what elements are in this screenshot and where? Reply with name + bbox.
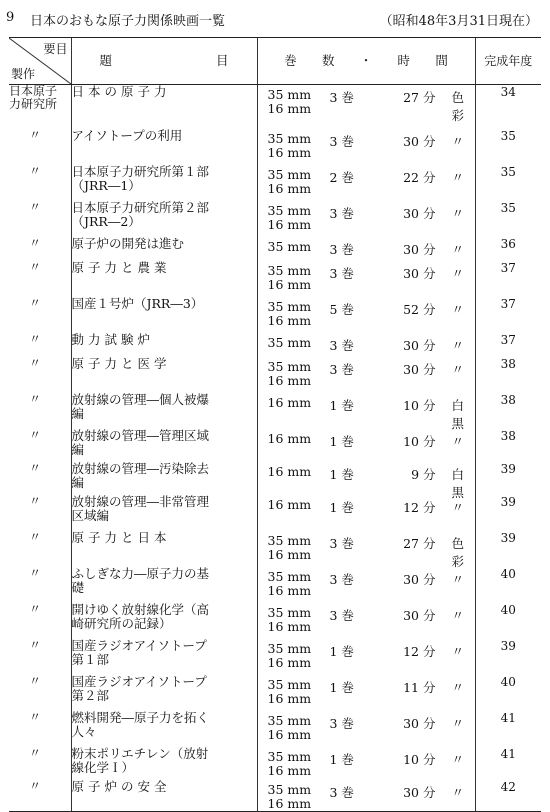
cell-title: 日本原子力研究所第１部 （JRR―1） [71,165,257,201]
cell-spec [257,603,475,639]
format-text: 35 mm 16 mm [267,298,312,328]
color-text: 〃 [451,433,470,449]
format-text: 35 mm 16 mm [267,130,312,160]
cell-spec [257,531,475,567]
volumes-text: 3 巻 [329,571,354,587]
maker-text: 〃 [29,637,42,652]
format-text: 35 mm 16 mm [267,781,312,811]
maker-text: 〃 [29,745,42,760]
maker-text: 〃 [29,295,42,310]
table-row [9,531,541,567]
maker-text: 〃 [29,259,42,274]
format-text: 35 mm 16 mm [267,748,312,778]
table-row [9,747,541,780]
format-text: 35 mm 16 mm [267,676,312,706]
column-header-spec-char: ・ [359,53,373,68]
cell-year: 41 [475,747,541,780]
maker-text: 〃 [29,427,42,442]
format-text: 16 mm [267,394,312,410]
cell-spec [257,429,475,462]
cell-spec [257,201,475,237]
cell-spec [257,297,475,333]
color-text: 〃 [451,265,470,281]
corner-header [9,38,71,85]
cell-spec [257,261,475,297]
cell-year: 35 [475,201,541,237]
cell-spec [257,357,475,393]
cell-spec [257,747,475,780]
volumes-text: 1 巻 [329,499,354,515]
format-text: 35 mm 16 mm [267,166,312,196]
maker-text: 〃 [29,235,42,250]
duration-text: 9 分 [411,466,436,482]
cell-maker [9,567,71,603]
cell-year: 37 [475,297,541,333]
cell-spec [257,462,475,500]
color-text: 〃 [451,133,470,149]
volumes-text: 3 巻 [329,265,354,281]
duration-text: 30 分 [403,337,436,353]
format-text: 16 mm [267,496,312,512]
cell-title: 粉末ポリエチレン（放射 線化学Ｉ） [71,747,257,780]
volumes-text: 3 巻 [329,337,354,353]
cell-maker [9,261,71,297]
volumes-text: 3 巻 [329,361,354,377]
maker-text: 〃 [29,778,42,793]
color-text: 白 黒 [451,466,470,500]
table-row [9,675,541,711]
maker-text: 〃 [29,493,42,508]
cell-spec [257,495,475,531]
cell-title: ふしぎな力―原子力の基 礎 [71,567,257,603]
duration-text: 11 分 [403,679,436,695]
cell-spec [257,780,475,812]
cell-year: 39 [475,639,541,675]
table-row [9,357,541,393]
cell-title: 開けゆく放射線化学（高 崎研究所の記録） [71,603,257,639]
cell-year: 38 [475,393,541,429]
duration-text: 30 分 [403,361,436,377]
corner-label-maker: 製作 [11,67,36,81]
cell-title: 原子炉の開発は進む [71,237,257,261]
cell-title: 原子炉の安全 [71,780,257,812]
cell-year: 37 [475,261,541,297]
corner-label-items: 要目 [43,42,68,56]
maker-text: 〃 [29,709,42,724]
maker-text: 〃 [29,460,42,475]
duration-text: 30 分 [403,784,436,800]
duration-text: 30 分 [403,607,436,623]
cell-spec [257,333,475,357]
cell-title: 日本の原子力 [71,85,257,129]
duration-text: 22 分 [403,169,436,185]
cell-year: 39 [475,462,541,495]
duration-text: 52 分 [403,301,436,317]
cell-maker [9,357,71,393]
table-row [9,261,541,297]
column-header-spec-char: 巻 [284,53,297,68]
cell-year: 36 [475,237,541,261]
cell-title: アイソトープの利用 [71,129,257,165]
cell-maker [9,462,71,495]
cell-year: 40 [475,567,541,603]
volumes-text: 2 巻 [329,169,354,185]
table-row [9,780,541,812]
cell-maker [9,201,71,237]
duration-text: 30 分 [403,715,436,731]
cell-year: 42 [475,780,541,812]
table-row [9,567,541,603]
color-text: 色 彩 [451,90,470,123]
duration-text: 27 分 [403,535,436,551]
table-row [9,393,541,429]
color-text: 〃 [451,784,470,800]
volumes-text: 3 巻 [329,535,354,551]
maker-text: 〃 [29,673,42,688]
color-text: 〃 [451,751,470,767]
page-header [0,10,550,30]
page-number: 9 [6,10,15,25]
table-row [9,333,541,357]
cell-title: 動力試験炉 [71,333,257,357]
maker-text: 〃 [29,331,42,346]
table-row [9,711,541,747]
cell-title: 放射線の管理―非常管理 区域編 [71,495,257,531]
volumes-text: 3 巻 [329,205,354,221]
cell-maker [9,237,71,261]
column-header-title [71,38,257,85]
volumes-text: 3 巻 [329,607,354,623]
column-header-spec-char: 間 [435,53,448,68]
table-row [9,237,541,261]
page-title: 日本のおもな原子力関係映画一覧 [30,14,226,29]
format-text: 16 mm [267,463,312,479]
format-text: 35 mm 16 mm [267,604,312,634]
duration-text: 10 分 [403,397,436,413]
table-row [9,165,541,201]
color-text: 〃 [451,607,470,623]
cell-spec [257,237,475,261]
color-text: 〃 [451,361,470,377]
maker-text: 〃 [29,163,42,178]
cell-maker [9,747,71,780]
maker-text: 〃 [29,565,42,580]
cell-year: 41 [475,711,541,747]
volumes-text: 5 巻 [329,301,354,317]
cell-maker [9,780,71,812]
duration-text: 30 分 [403,241,436,257]
cell-maker [9,639,71,675]
duration-text: 10 分 [403,433,436,449]
duration-text: 30 分 [403,205,436,221]
color-text: 〃 [451,571,470,587]
cell-year: 39 [475,495,541,531]
cell-title: 日本原子力研究所第２部 （JRR―2） [71,201,257,237]
table-row [9,129,541,165]
cell-title: 原子力と農業 [71,261,257,297]
cell-title: 原子力と医学 [71,357,257,393]
cell-maker [9,603,71,639]
format-text: 16 mm [267,430,312,446]
column-header-title-char: 題 [99,53,113,68]
format-text: 35 mm [267,238,312,254]
column-header-title-char: 目 [215,53,229,68]
cell-spec [257,639,475,675]
volumes-text: 3 巻 [329,784,354,800]
table-row [9,603,541,639]
cell-title: 燃料開発―原子力を拓く 人々 [71,711,257,747]
table-row [9,429,541,462]
cell-maker [9,297,71,333]
color-text: 〃 [451,715,470,731]
table-row [9,639,541,675]
cell-title: 原子力と日本 [71,531,257,567]
format-text: 35 mm 16 mm [267,532,312,562]
cell-spec [257,393,475,429]
volumes-text: 1 巻 [329,433,354,449]
color-text: 〃 [451,643,470,659]
cell-spec [257,165,475,201]
maker-text: 〃 [29,391,42,406]
table-row [9,201,541,237]
cell-spec [257,711,475,747]
volumes-text: 3 巻 [329,715,354,731]
cell-spec [257,129,475,165]
volumes-text: 1 巻 [329,466,354,482]
cell-maker [9,495,71,531]
cell-spec [257,675,475,711]
color-text: 〃 [451,301,470,317]
cell-title: 放射線の管理―汚染除去 編 [71,462,257,495]
column-header-year-label: 完成年度 [484,54,533,68]
cell-year: 38 [475,357,541,393]
cell-maker [9,85,71,129]
volumes-text: 1 巻 [329,751,354,767]
format-text: 35 mm 16 mm [267,358,312,388]
duration-text: 30 分 [403,571,436,587]
cell-year: 37 [475,333,541,357]
duration-text: 30 分 [403,133,436,149]
maker-text: 〃 [29,529,42,544]
format-text: 35 mm 16 mm [267,202,312,232]
column-header-spec [257,38,475,85]
cell-maker [9,675,71,711]
color-text: 白 黒 [451,397,470,431]
cell-year: 38 [475,429,541,462]
cell-spec [257,567,475,603]
cell-maker [9,165,71,201]
maker-text: 〃 [29,355,42,370]
duration-text: 10 分 [403,751,436,767]
cell-year: 40 [475,675,541,711]
cell-maker [9,711,71,747]
table-row [9,462,541,495]
maker-text: 〃 [29,127,42,142]
cell-maker [9,531,71,567]
column-header-year [475,38,541,85]
film-rows [9,85,541,812]
duration-text: 30 分 [403,265,436,281]
cell-title: 国産ラジオアイソトープ 第２部 [71,675,257,711]
duration-text: 12 分 [403,499,436,515]
cell-maker [9,333,71,357]
color-text: 〃 [451,169,470,185]
cell-title: 放射線の管理―管理区域 編 [71,429,257,462]
volumes-text: 3 巻 [329,90,354,105]
color-text: 〃 [451,205,470,221]
column-header-spec-char: 数 [321,53,335,68]
cell-year: 35 [475,165,541,201]
volumes-text: 3 巻 [329,133,354,149]
cell-title: 国産ラジオアイソトープ 第１部 [71,639,257,675]
maker-text: 〃 [29,601,42,616]
cell-maker [9,393,71,429]
format-text: 35 mm 16 mm [267,712,312,742]
cell-title: 放射線の管理―個人被爆 編 [71,393,257,429]
table-row [9,85,541,129]
cell-title: 国産１号炉（JRR―3） [71,297,257,333]
duration-text: 27 分 [403,90,436,105]
color-text: 色 彩 [451,535,470,569]
cell-year: 39 [475,531,541,567]
table-row [9,297,541,333]
as-of-date: （昭和48年3月31日現在） [379,14,538,29]
cell-year: 35 [475,129,541,165]
format-text: 35 mm [267,334,312,350]
volumes-text: 1 巻 [329,679,354,695]
volumes-text: 1 巻 [329,643,354,659]
cell-year: 34 [475,85,541,129]
cell-year: 40 [475,603,541,639]
volumes-text: 1 巻 [329,397,354,413]
column-header-spec-char: 時 [397,53,411,68]
cell-maker [9,429,71,462]
format-text: 35 mm 16 mm [267,568,312,598]
color-text: 〃 [451,679,470,695]
film-list-table [9,37,541,812]
maker-text: 〃 [29,199,42,214]
color-text: 〃 [451,499,470,515]
maker-text: 日本原子力研究所 [9,84,58,111]
format-text: 35 mm 16 mm [267,640,312,670]
format-text: 35 mm 16 mm [267,87,312,116]
color-text: 〃 [451,337,470,353]
volumes-text: 3 巻 [329,241,354,257]
header-row [9,38,541,85]
color-text: 〃 [451,241,470,257]
duration-text: 12 分 [403,643,436,659]
format-text: 35 mm 16 mm [267,262,312,292]
table-row [9,495,541,531]
cell-spec [257,85,475,129]
cell-maker [9,129,71,165]
